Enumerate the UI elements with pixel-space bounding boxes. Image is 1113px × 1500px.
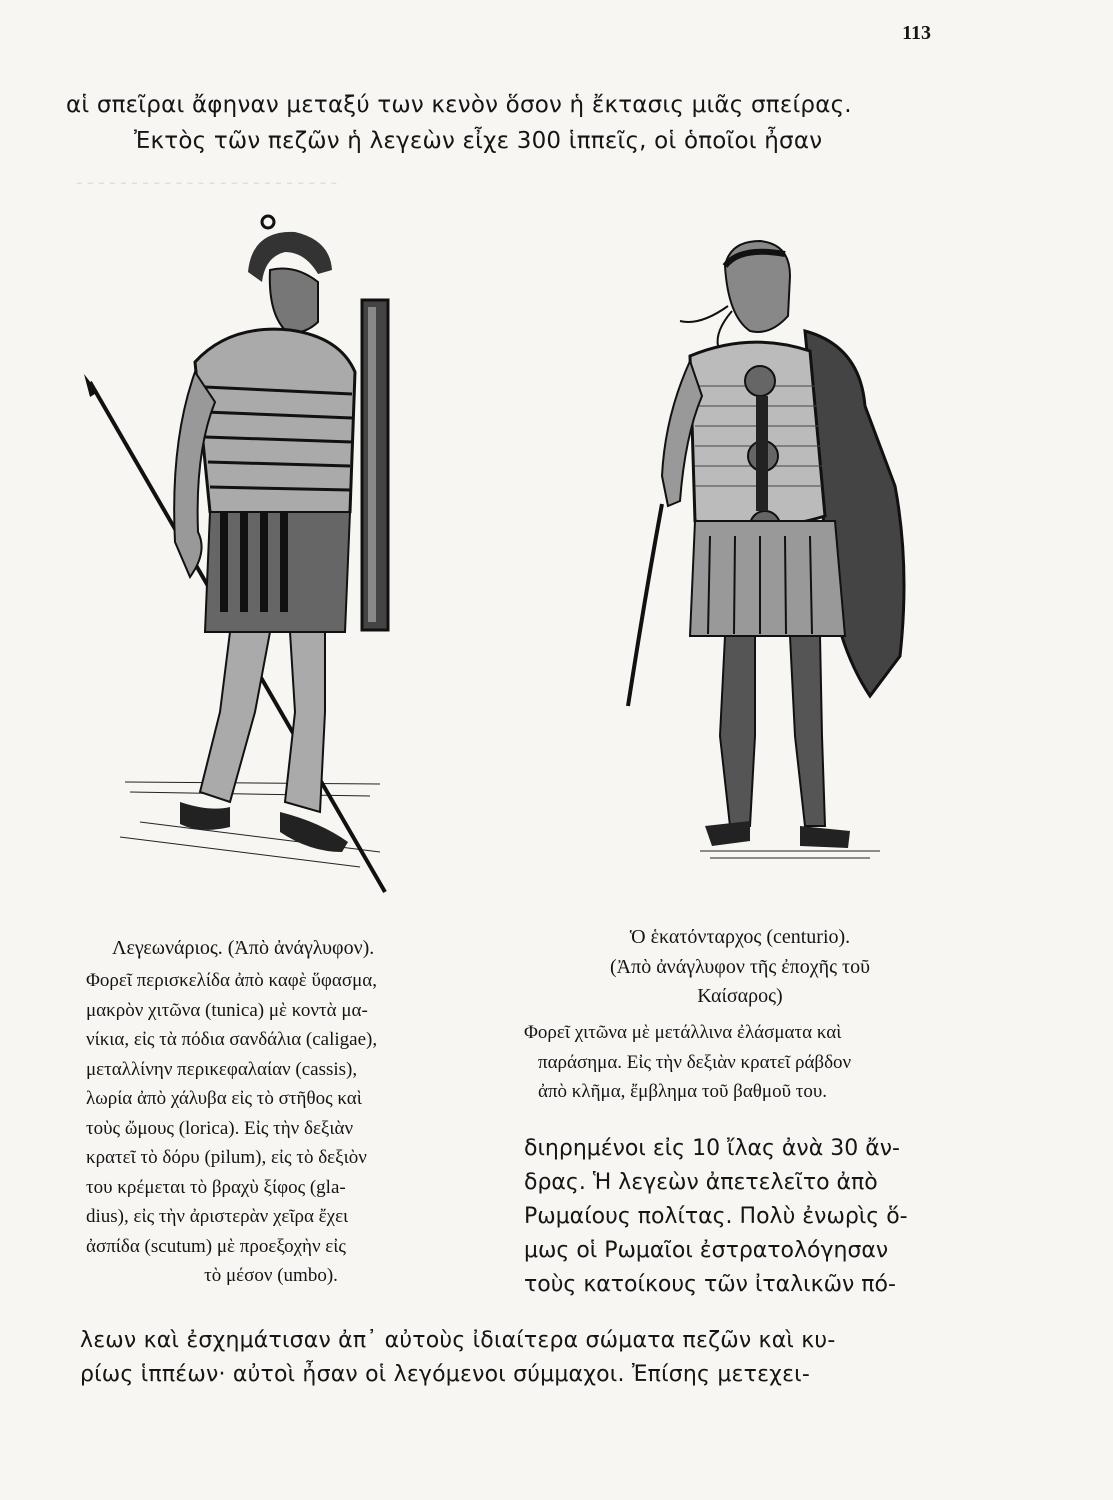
caption-line: τοὺς ὤμους (lorica). Εἰς τὴν δεξιὰν [86,1117,354,1139]
body-line: δρας. Ἡ λεγεὼν ἀπετελεῖτο ἀπὸ [524,1170,878,1195]
caption-title-line: (Ἀπὸ ἀνάγλυφον τῆς ἐποχῆς τοῦ [610,955,870,978]
caption-line: Φορεῖ περισκελίδα ἀπὸ καφὲ ὕφασμα, [86,970,377,991]
right-column-text [524,1132,908,1302]
bleed-through-text: - - - - - - - - - - - - - - - - - - - - - - - - [76,172,338,193]
caption-line: ἀπὸ κλῆμα, ἔμβλημα τοῦ βαθμοῦ του. [538,1081,828,1102]
body-line: λεων καὶ ἐσχημάτισαν ἀπ᾽ αὐτοὺς ἰδιαίτερα σώματα πεζῶν καὶ κυ- [80,1328,836,1353]
body-line: αἱ σπεῖραι ἄφηναν μεταξύ των κενὸν ὅσον ἡ ἔκτασις μιᾶς σπείρας. [66,92,852,118]
centurion-caption [524,1018,851,1107]
legionary-caption-title: Λεγεωνάριος. (Ἀπὸ ἀνάγλυφον). [112,937,375,959]
caption-line: ἀσπίδα (scutum) μὲ προεξοχὴν εἰς [86,1235,346,1257]
caption-line: μεταλλίνην περικεφαλαίαν (cassis), [86,1058,358,1080]
body-line: Ρωμαίους πολίτας. Πολὺ ἐνωρὶς ὅ- [524,1204,908,1229]
caption-line: μακρὸν χιτῶνα (tunica) μὲ κοντὰ μα- [86,999,368,1021]
caption-line: Φορεῖ χιτῶνα μὲ μετάλλινα ἐλάσματα καὶ [524,1022,842,1043]
caption-title-line: Καίσαρος) [697,985,783,1007]
caption-line: νίκια, εἰς τὰ πόδια σανδάλια (caligae), [86,1029,378,1050]
caption-line: λωρία ἀπὸ χάλυβα εἰς τὸ στῆθος καὶ [86,1088,362,1109]
caption-title-line: Ὁ ἑκατόνταρχος (centurio). [629,926,851,948]
legionary-illustration [80,212,410,902]
body-line: Ἐκτὸς τῶν πεζῶν ἡ λεγεὼν εἶχε 300 ἱππεῖς, οἱ ὁποῖοι ἦσαν [134,128,823,154]
body-line: διηρημένοι εἰς 10 ἴλας ἀνὰ 30 ἄν- [524,1136,900,1161]
body-line: μως οἱ Ρωμαῖοι ἐστρατολόγησαν [524,1238,889,1263]
body-line: τοὺς κατοίκους τῶν ἰταλικῶν πό- [524,1272,896,1297]
legionary-caption [86,966,456,1291]
body-line: ρίως ἱππέων· αὐτοὶ ἦσαν οἱ λεγόμενοι σύμμαχοι. Ἐπίσης μετεχει- [80,1362,810,1387]
centurion-caption-title [545,922,935,1011]
page-number: 113 [902,22,931,44]
caption-line: dius), εἰς τὴν ἀριστερὰν χεῖρα ἔχει [86,1206,349,1227]
caption-line: παράσημα. Εἰς τὴν δεξιὰν κρατεῖ ράβδον [538,1051,852,1073]
caption-line: του κρέμεται τὸ βραχὺ ξίφος (gla- [86,1176,346,1198]
centurion-illustration [600,236,915,866]
caption-line: κρατεῖ τὸ δόρυ (pilum), εἰς τὸ δεξιὸν [86,1147,367,1168]
caption-line: τὸ μέσον (umbo). [204,1265,338,1286]
